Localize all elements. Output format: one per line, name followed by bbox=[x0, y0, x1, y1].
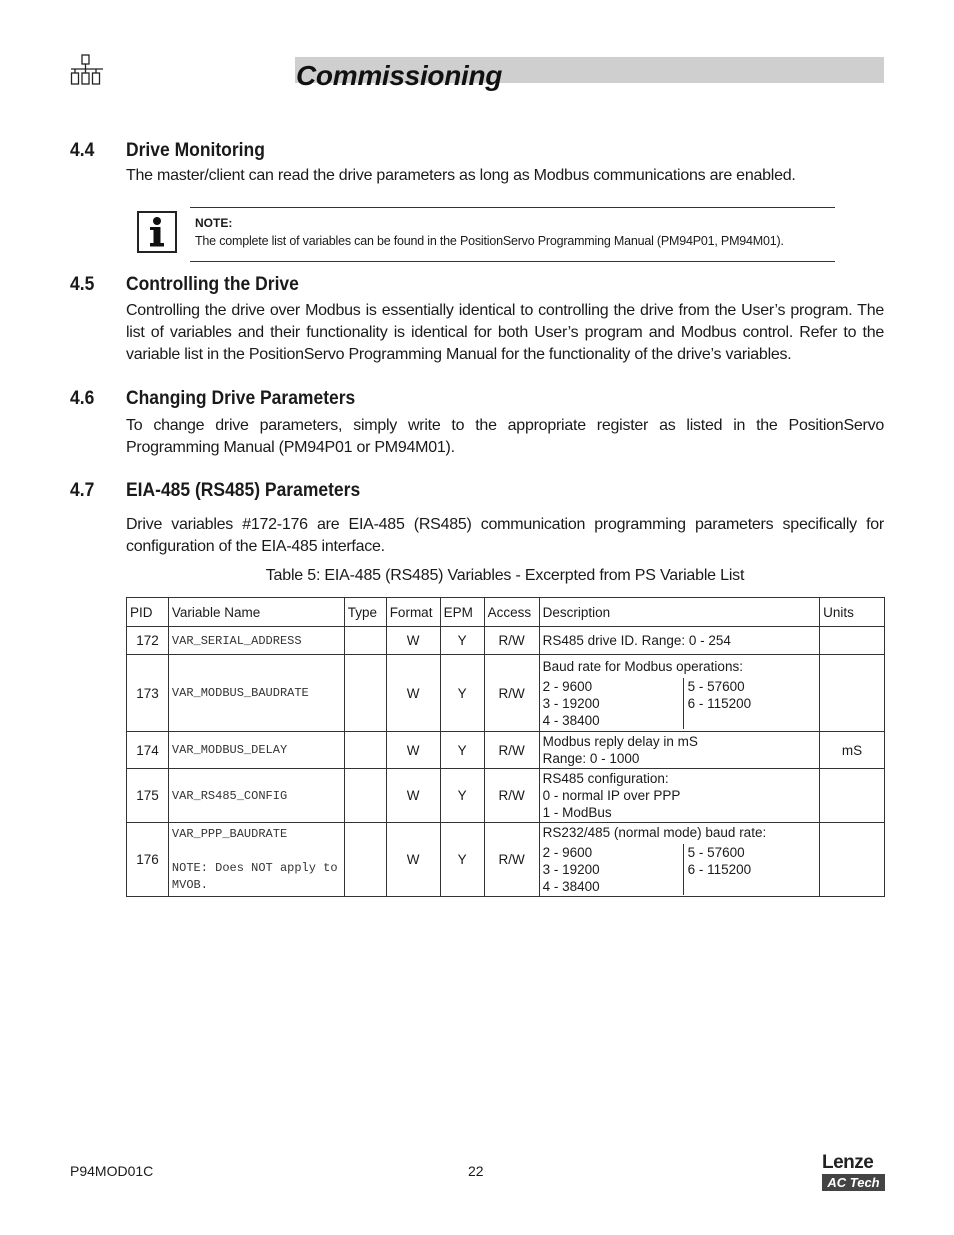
cell-format: W bbox=[386, 732, 440, 769]
cell-variable-name bbox=[168, 823, 344, 897]
table-row bbox=[127, 769, 885, 823]
description-line: Range: 0 - 1000 bbox=[542, 751, 640, 766]
note-bottom-rule bbox=[190, 261, 835, 262]
variables-table bbox=[126, 597, 885, 897]
cell-description bbox=[539, 627, 820, 655]
header-type: Type bbox=[344, 598, 386, 627]
cell-description bbox=[539, 823, 820, 897]
section-4-4-paragraph: The master/client can read the drive parameters as long as Modbus communications are enabled. bbox=[126, 167, 796, 184]
description-line: 1 - ModBus bbox=[542, 805, 612, 820]
cell-variable-name: VAR_RS485_CONFIG bbox=[168, 769, 344, 823]
lenze-logo bbox=[822, 1153, 885, 1191]
baud-option: 3 - 19200 bbox=[542, 695, 600, 711]
cell-pid: 172 bbox=[127, 627, 169, 655]
baud-option: 3 - 19200 bbox=[542, 862, 600, 877]
description-title: RS232/485 (normal mode) baud rate: bbox=[542, 825, 767, 840]
cell-epm: Y bbox=[440, 823, 484, 897]
baud-option: 6 - 115200 bbox=[687, 862, 752, 877]
cell-units bbox=[820, 655, 885, 732]
cell-access: R/W bbox=[484, 627, 539, 655]
cell-access: R/W bbox=[484, 769, 539, 823]
cell-variable-name: VAR_MODBUS_BAUDRATE bbox=[168, 655, 344, 732]
section-4-5-paragraph: Controlling the drive over Modbus is essentially identical to controlling the drive from the User’s program. The list of variables and their functionality is identical for both User’s program and Modbus control. Refer to the variable list in the PositionServo Programming Manual for the functionality of the drive’s variables. bbox=[126, 302, 884, 363]
cell-pid: 175 bbox=[127, 769, 169, 823]
section-4-6-paragraph: To change drive parameters, simply write to the appropriate register as listed in the PositionServo Programming Manual (PM94P01 or PM94M01). bbox=[126, 417, 884, 456]
note-label: NOTE: bbox=[195, 216, 233, 230]
note-text: The complete list of variables can be found in the PositionServo Programming Manual (PM94P01, PM94M01). bbox=[195, 234, 784, 248]
baud-option: 6 - 115200 bbox=[687, 695, 752, 711]
cell-type bbox=[344, 655, 386, 732]
logo-wordmark: Lenze bbox=[822, 1152, 874, 1173]
cell-pid: 174 bbox=[127, 732, 169, 769]
cell-description bbox=[539, 732, 820, 769]
baud-options-col-b bbox=[684, 844, 752, 895]
logo-subbrand: AC Tech bbox=[822, 1174, 885, 1191]
info-icon bbox=[137, 211, 177, 253]
variable-note: NOTE: Does NOT apply to MVOB. bbox=[171, 861, 338, 892]
section-number-4-7: 4.7 bbox=[70, 480, 95, 501]
cell-epm: Y bbox=[440, 769, 484, 823]
baud-options-col-a bbox=[543, 844, 684, 895]
footer-page-number: 22 bbox=[468, 1163, 484, 1179]
cell-pid: 176 bbox=[127, 823, 169, 897]
cell-units bbox=[820, 823, 885, 897]
baud-option: 5 - 57600 bbox=[687, 678, 745, 694]
section-number-4-6: 4.6 bbox=[70, 388, 95, 409]
section-number-4-5: 4.5 bbox=[70, 274, 95, 295]
cell-format: W bbox=[386, 823, 440, 897]
cell-description bbox=[539, 769, 820, 823]
description-line: Modbus reply delay in mS bbox=[542, 734, 698, 749]
description-line: RS485 drive ID. Range: 0 - 254 bbox=[542, 633, 731, 648]
header-format: Format bbox=[386, 598, 440, 627]
table-header-row bbox=[127, 598, 885, 627]
cell-epm: Y bbox=[440, 655, 484, 732]
description-line: 0 - normal IP over PPP bbox=[542, 788, 681, 803]
cell-format: W bbox=[386, 769, 440, 823]
table-row bbox=[127, 655, 885, 732]
note-top-rule bbox=[190, 207, 835, 208]
cell-epm: Y bbox=[440, 732, 484, 769]
baud-option: 2 - 9600 bbox=[542, 845, 593, 860]
header-pid: PID bbox=[127, 598, 169, 627]
cell-units bbox=[820, 769, 885, 823]
cell-variable-name: VAR_SERIAL_ADDRESS bbox=[168, 627, 344, 655]
table-caption: Table 5: EIA-485 (RS485) Variables - Excerpted from PS Variable List bbox=[265, 567, 745, 584]
description-title: Baud rate for Modbus operations: bbox=[542, 658, 743, 674]
cell-access: R/W bbox=[484, 823, 539, 897]
table-row bbox=[127, 823, 885, 897]
cell-pid: 173 bbox=[127, 655, 169, 732]
cell-description bbox=[539, 655, 820, 732]
variable-name: VAR_PPP_BAUDRATE bbox=[171, 827, 288, 841]
header-description: Description bbox=[539, 598, 820, 627]
cell-variable-name: VAR_MODBUS_DELAY bbox=[168, 732, 344, 769]
chapter-title: Commissioning bbox=[296, 60, 503, 91]
baud-options bbox=[543, 678, 820, 730]
cell-units: mS bbox=[820, 732, 885, 769]
baud-option: 5 - 57600 bbox=[687, 845, 745, 860]
header-units: Units bbox=[820, 598, 885, 627]
table-row bbox=[127, 627, 885, 655]
baud-option: 2 - 9600 bbox=[542, 678, 593, 694]
baud-option: 4 - 38400 bbox=[542, 879, 600, 894]
description-line: RS485 configuration: bbox=[542, 771, 669, 786]
section-title-changing-parameters: Changing Drive Parameters bbox=[126, 388, 356, 409]
header-epm: EPM bbox=[440, 598, 484, 627]
section-4-7-paragraph: Drive variables #172-176 are EIA-485 (RS485) communication programming parameters specifically for configuration of the EIA-485 interface. bbox=[126, 516, 884, 555]
cell-format: W bbox=[386, 655, 440, 732]
header-access: Access bbox=[484, 598, 539, 627]
cell-type bbox=[344, 769, 386, 823]
cell-access: R/W bbox=[484, 732, 539, 769]
cell-access: R/W bbox=[484, 655, 539, 732]
baud-options-col-a bbox=[543, 678, 684, 729]
cell-units bbox=[820, 627, 885, 655]
header-variable-name: Variable Name bbox=[168, 598, 344, 627]
cell-format: W bbox=[386, 627, 440, 655]
network-diagram-icon bbox=[70, 54, 104, 86]
cell-type bbox=[344, 627, 386, 655]
section-title-drive-monitoring: Drive Monitoring bbox=[126, 140, 265, 161]
section-title-eia485-parameters: EIA-485 (RS485) Parameters bbox=[126, 480, 361, 501]
baud-options-col-b bbox=[684, 678, 752, 729]
cell-epm: Y bbox=[440, 627, 484, 655]
baud-options bbox=[543, 844, 820, 896]
baud-option: 4 - 38400 bbox=[542, 712, 600, 728]
cell-type bbox=[344, 823, 386, 897]
table-row bbox=[127, 732, 885, 769]
footer-doc-id: P94MOD01C bbox=[70, 1163, 154, 1179]
cell-type bbox=[344, 732, 386, 769]
section-number-4-4: 4.4 bbox=[70, 140, 95, 161]
section-title-controlling-drive: Controlling the Drive bbox=[126, 274, 299, 295]
